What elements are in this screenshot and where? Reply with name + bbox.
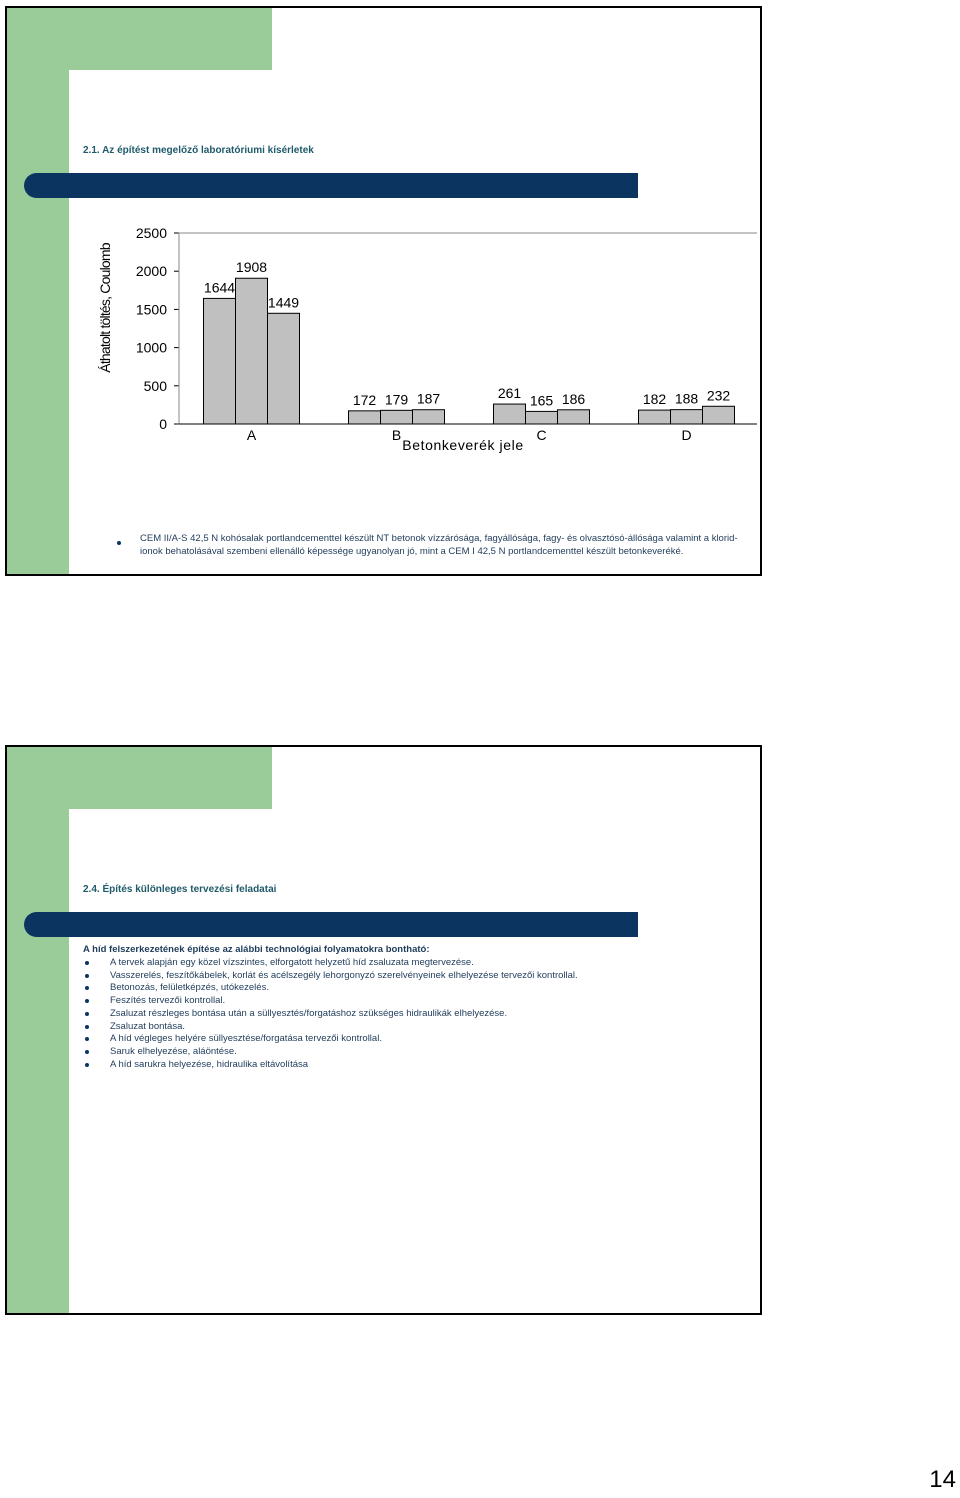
y-tick-label: 2500 (135, 225, 167, 241)
page-number: 14 (929, 1466, 956, 1493)
bar (413, 410, 445, 424)
bar (268, 313, 300, 424)
slide-2 (5, 745, 762, 1315)
data-label: 1644 (203, 279, 236, 296)
bullet-icon (85, 961, 89, 965)
bar (494, 404, 526, 424)
bullet-icon (117, 541, 121, 545)
bar (526, 411, 558, 424)
category-label: D (681, 427, 692, 443)
y-tick-label: 500 (143, 377, 167, 394)
bar (349, 411, 381, 424)
list-item-text: Zsaluzat részleges bontása után a süllyesztés/forgatáshoz szükséges hidraulikák elhelyezése. (110, 1007, 508, 1019)
data-label: 1908 (235, 259, 268, 276)
bar (671, 410, 703, 424)
y-tick-label: 1000 (135, 339, 167, 356)
list-item-text: Feszítés tervezői kontrollal. (110, 995, 226, 1007)
bar-chart (77, 213, 757, 463)
list-item-text: Vasszerelés, feszítőkábelek, korlát és acélszegély lehorgonyzó szerelvényeinek elhelyezése tervezői kontrollal. (110, 969, 578, 981)
data-label: 1449 (267, 294, 300, 311)
green-side-band (7, 8, 69, 574)
list-intro: A híd felszerkezetének építése az alábbi technológiai folyamatokra bontható: (83, 944, 430, 955)
list-item-text: Saruk elhelyezése, aláöntése. (110, 1045, 237, 1057)
bullet-icon (85, 1050, 89, 1054)
list-item-text: Betonozás, felületképzés, utókezelés. (110, 982, 269, 994)
bar (558, 410, 590, 424)
list-item-text: A híd sarukra helyezése, hidraulika eltávolítása (110, 1058, 309, 1070)
bar (236, 278, 268, 424)
list-item-text: Zsaluzat bontása. (110, 1020, 185, 1032)
data-label: 165 (529, 392, 554, 409)
data-label: 182 (642, 391, 667, 408)
data-label: 172 (352, 391, 377, 408)
list-item-text: A tervek alapján egy közel vízszintes, elforgatott helyzetű híd zsaluzata megtervezése. (110, 957, 474, 968)
data-label: 261 (497, 385, 522, 402)
x-axis-label: Betonkeverék jele (402, 437, 524, 453)
y-tick-label: 0 (159, 416, 167, 432)
data-label: 186 (561, 390, 586, 407)
slide-note: CEM II/A-S 42,5 N kohósalak portlandcementtel készült NT betonok vízzárósága, fagyállósága, fagy- és olvasztósó-állósága valamint a klorid-ionok behatolásával szembeni ellenálló képessége ugyanolyan jó, mint a CEM I 42,5 N portlandcementtel készült betonkeveréké. (140, 533, 738, 557)
bar (703, 406, 735, 424)
data-label: 187 (416, 390, 441, 407)
bar (204, 298, 236, 424)
bullet-icon (85, 1063, 89, 1067)
bullet-icon (85, 1025, 89, 1029)
category-label: C (536, 427, 547, 443)
slide-title: 2.4. Építés különleges tervezési feladatai (83, 884, 277, 895)
bullet-icon (85, 974, 89, 978)
slide-1 (5, 6, 762, 576)
category-label: B (391, 427, 402, 443)
data-label: 232 (706, 387, 731, 404)
data-label: 188 (674, 390, 699, 407)
y-tick-label: 2000 (135, 263, 167, 280)
bar (639, 410, 671, 424)
title-bar (24, 173, 638, 198)
slide-title: 2.1. Az építést megelőző laboratóriumi kísérletek (83, 145, 314, 156)
data-label: 179 (384, 391, 409, 408)
list-item-text: A híd végleges helyére süllyesztése/forgatása tervezői kontrollal. (110, 1033, 382, 1045)
bullet-icon (85, 1012, 89, 1016)
bar (381, 410, 413, 424)
green-side-band (7, 747, 69, 1313)
y-axis-label: Áthatolt töltés, Coulomb (97, 243, 113, 373)
title-bar (24, 912, 638, 937)
category-label: A (246, 427, 257, 443)
y-tick-label: 1500 (135, 301, 167, 318)
